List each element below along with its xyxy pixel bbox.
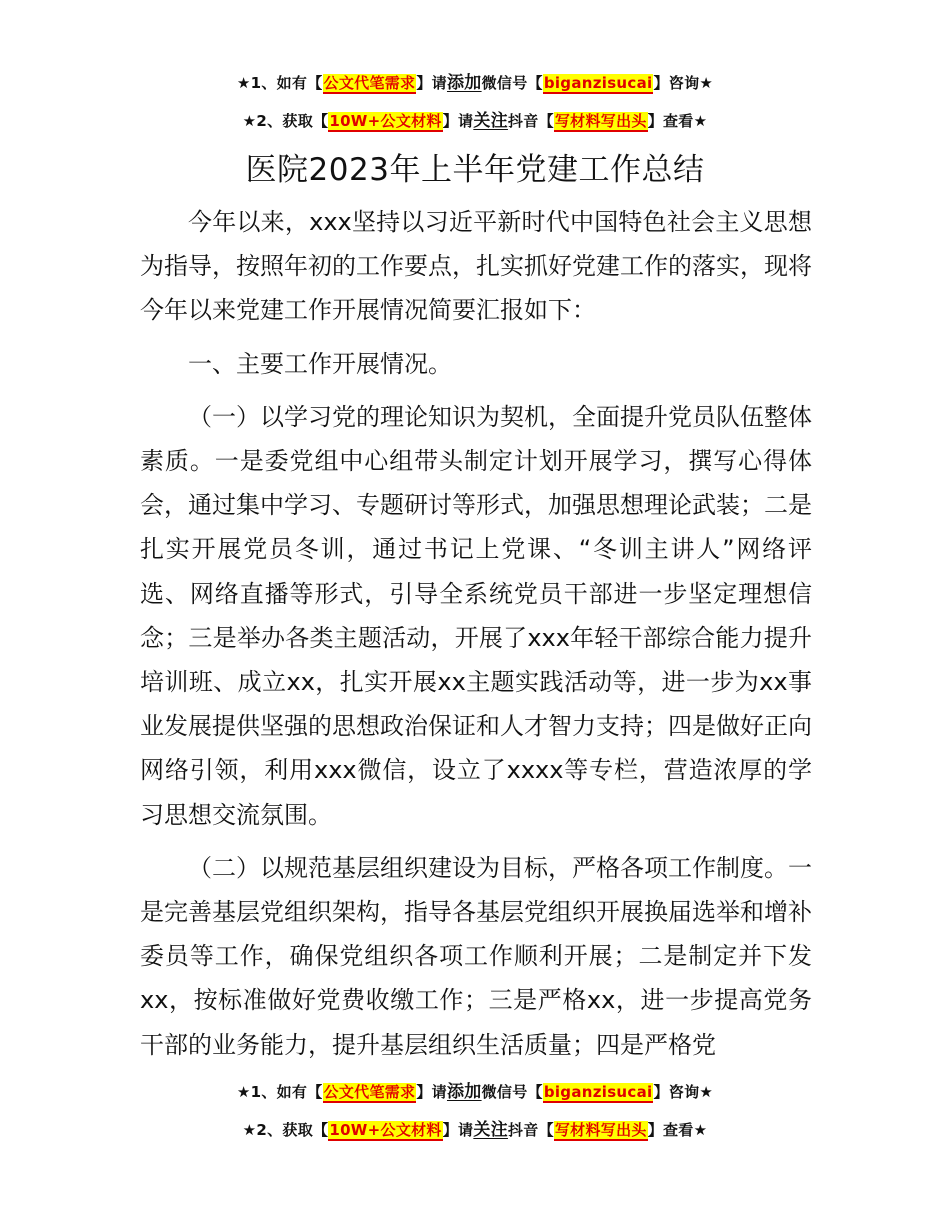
paragraph-item-1: （一）以学习党的理论知识为契机，全面提升党员队伍整体素质。一是委党组中心组带头制定计划开展学习，撰写心得体会，通过集中学习、专题研讨等形式，加强思想理论武装；二是扎实开展党员冬训，通过书记上党课、“冬训主讲人”网络评选、网络直播等形式，引导全系统党员干部进一步坚定理想信念；三是举办各类主题活动，开展了xxx年轻干部综合能力提升培训班、成立xx，扎实开展xx主题实践活动等，进一步为xx事业发展提供坚强的思想政治保证和人才智力支持；四是做好正向网络引领，利用xxx微信，设立了xxxx等专栏，营造浓厚的学习思想交流氛围。: [140, 402, 812, 829]
star-icon: ★: [242, 112, 257, 130]
star-icon: ★: [242, 1121, 257, 1139]
banner-text: 请: [458, 112, 474, 130]
bracket: 】: [647, 1121, 663, 1139]
promo-banner-top-line-2: [0, 106, 950, 131]
star-icon: ★: [693, 112, 708, 130]
bracket: 【: [313, 1121, 329, 1139]
banner-text: 抖音: [507, 112, 539, 130]
bracket: 】: [653, 1083, 669, 1101]
emphasis-follow: 关注: [473, 111, 508, 131]
banner-text: 咨询: [668, 74, 700, 92]
banner-text: 查看: [663, 112, 694, 130]
bracket: 【: [307, 1083, 323, 1101]
promo-banner-top-line-1: [0, 68, 950, 93]
emphasis-add: 添加: [446, 1082, 482, 1102]
bracket: 】: [653, 74, 669, 92]
paragraph-item-2: （二）以规范基层组织建设为目标，严格各项工作制度。一是完善基层党组织架构，指导各基层党组织开展换届选举和增补委员等工作，确保党组织各项工作顺利开展；二是制定并下发xx，按标准做好党费收缴工作；三是严格xx，进一步提高党务干部的业务能力，提升基层组织生活质量；四是严格党: [140, 853, 812, 1059]
banner-text: 咨询: [668, 1083, 700, 1101]
highlight-wechat-id: biganzisucai: [543, 74, 653, 92]
bracket: 【: [538, 1121, 554, 1139]
banner-text: 微信号: [481, 1083, 528, 1101]
highlight-wechat-id: biganzisucai: [543, 1083, 653, 1101]
bracket: 【: [538, 112, 554, 130]
banner-text: 微信号: [481, 74, 528, 92]
highlight-douyin-account: 写材料写出头: [554, 1121, 647, 1139]
banner-text: 请: [458, 1121, 474, 1139]
bracket: 【: [313, 112, 329, 130]
bracket: 【: [527, 74, 543, 92]
promo-banner-bottom-line-2: [0, 1115, 950, 1140]
banner-text: 2、获取: [256, 1121, 314, 1139]
bracket: 】: [442, 112, 459, 130]
highlight-douyin-account: 写材料写出头: [554, 112, 647, 130]
bracket: 【: [527, 1083, 543, 1101]
document-title: 医院2023年上半年党建工作总结: [245, 152, 705, 188]
highlight-materials: 10W+公文材料: [329, 1121, 442, 1139]
highlight-materials: 10W+公文材料: [329, 112, 442, 130]
highlight-service: 公文代笔需求: [323, 74, 416, 92]
bracket: 】: [647, 112, 663, 130]
banner-text: 1、如有: [250, 1083, 308, 1101]
emphasis-follow: 关注: [473, 1120, 508, 1140]
star-icon: ★: [699, 74, 714, 92]
bracket: 】: [416, 74, 432, 92]
banner-text: 2、获取: [256, 112, 314, 130]
star-icon: ★: [699, 1083, 714, 1101]
star-icon: ★: [236, 1083, 251, 1101]
paragraph-intro: 今年以来，xxx坚持以习近平新时代中国特色社会主义思想为指导，按照年初的工作要点，扎实抓好党建工作的落实，现将今年以来党建工作开展情况简要汇报如下：: [140, 208, 812, 325]
section-heading: 一、主要工作开展情况。: [188, 349, 452, 378]
star-icon: ★: [236, 74, 251, 92]
bracket: 】: [416, 1083, 432, 1101]
bracket: 】: [442, 1121, 459, 1139]
star-icon: ★: [693, 1121, 708, 1139]
bracket: 【: [307, 74, 323, 92]
banner-text: 请: [431, 74, 447, 92]
banner-text: 查看: [663, 1121, 694, 1139]
banner-text: 1、如有: [250, 74, 308, 92]
banner-text: 抖音: [507, 1121, 539, 1139]
promo-banner-bottom-line-1: [0, 1077, 950, 1102]
document-body: [140, 200, 812, 1066]
emphasis-add: 添加: [446, 73, 482, 93]
banner-text: 请: [431, 1083, 447, 1101]
highlight-service: 公文代笔需求: [323, 1083, 416, 1101]
